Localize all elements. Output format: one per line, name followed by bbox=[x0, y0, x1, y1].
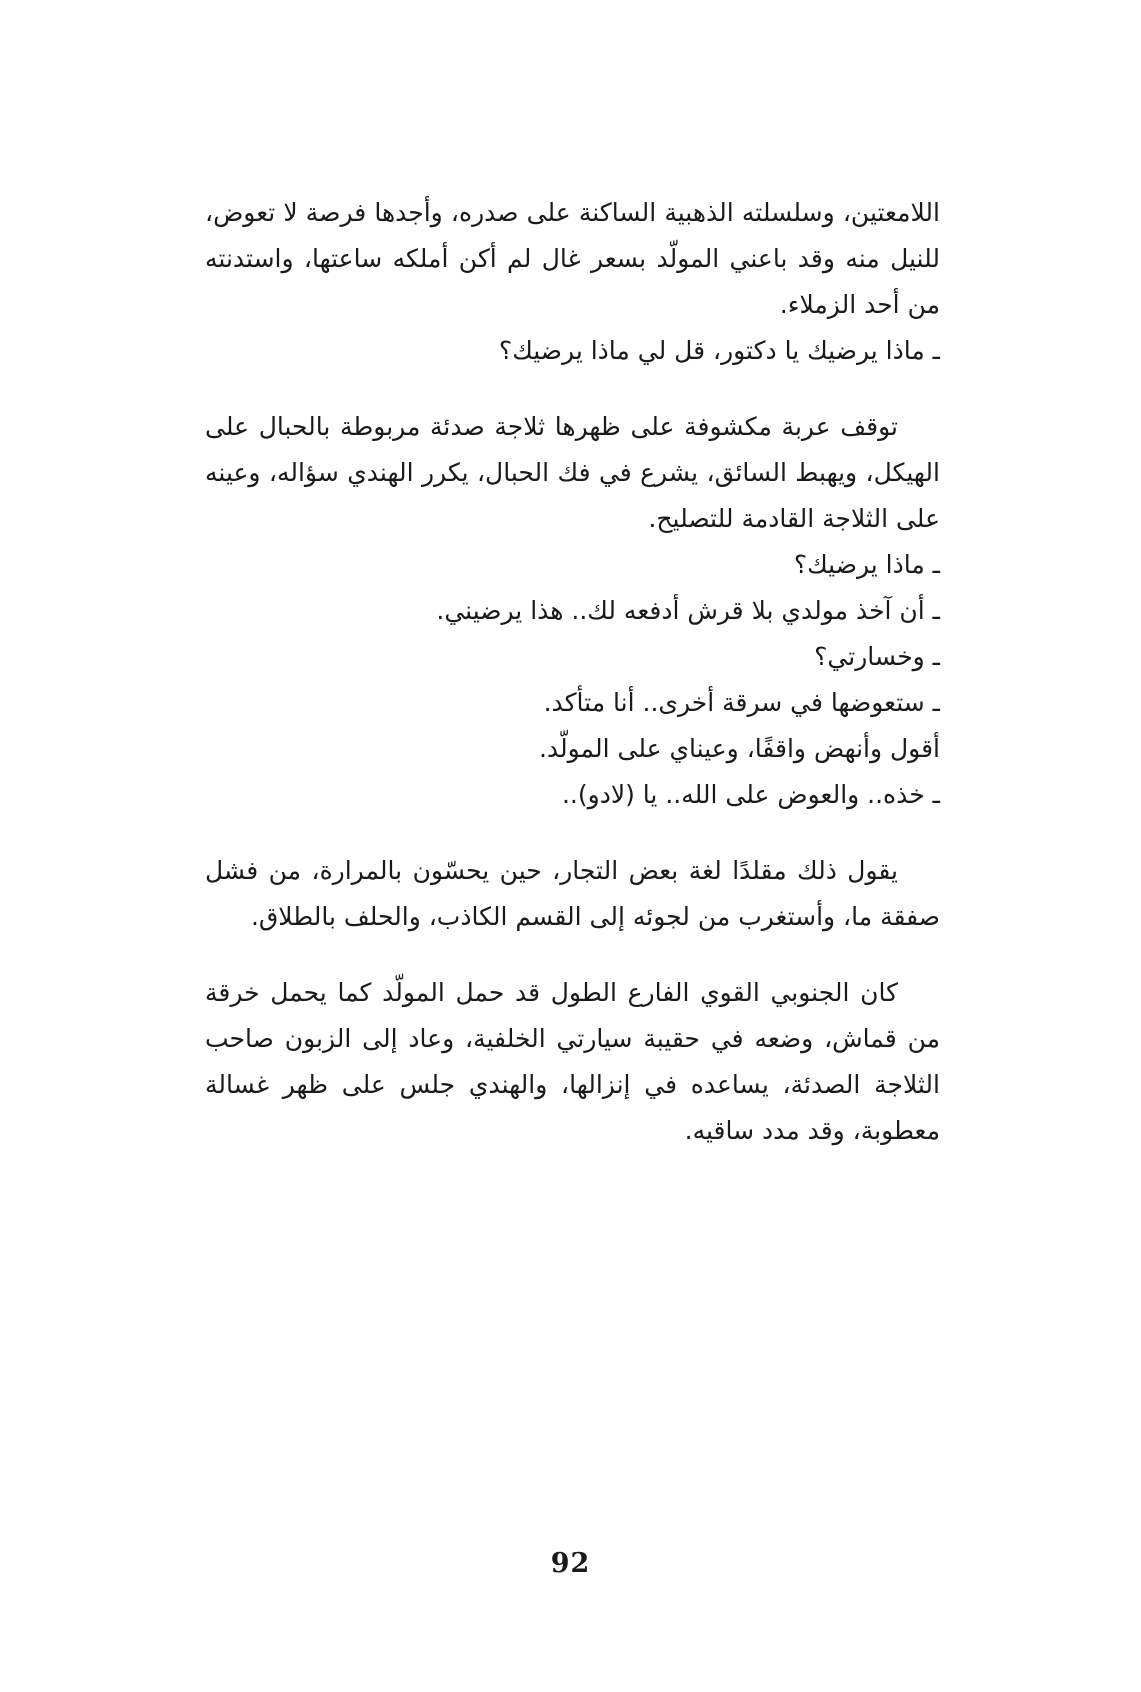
page-body bbox=[205, 190, 940, 1154]
narration-line: أقول وأنهض واقفًا، وعيناي على المولّد. bbox=[538, 734, 940, 763]
paragraph: توقف عربة مكشوفة على ظهرها ثلاجة صدئة مربوطة بالحبال على الهيكل، ويهبط السائق، يشرع في فك الحبال، يكرر الهندي سؤاله، وعينه على الثلاجة القادمة للتصليح. bbox=[205, 412, 940, 533]
dialog-line: ـ وخسارتي؟ bbox=[814, 642, 940, 671]
paragraph-continuation: اللامعتين، وسلسلته الذهبية الساكنة على صدره، وأجدها فرصة لا تعوض، للنيل منه وقد باعني المولّد بسعر غال لم أكن أملكه ساعتها، واستدنته من أحد الزملاء. bbox=[205, 198, 940, 319]
dialog-line: ـ ستعوضها في سرقة أخرى.. أنا متأكد. bbox=[543, 688, 940, 717]
page-number: 92 bbox=[550, 1548, 591, 1579]
paragraph: كان الجنوبي القوي الفارع الطول قد حمل المولّد كما يحمل خرقة من قماش، وضعه في حقيبة سيارتي الخلفية، وعاد إلى الزبون صاحب الثلاجة الصدئة، يساعده في إنزالها، والهندي جلس على ظهر غسالة معطوبة، وقد مدد ساقيه. bbox=[205, 978, 940, 1145]
dialog-line: ـ ماذا يرضيك؟ bbox=[793, 550, 940, 579]
dialog-line: ـ أن آخذ مولدي بلا قرش أدفعه لك.. هذا يرضيني. bbox=[436, 596, 940, 625]
dialog-line: ـ ماذا يرضيك يا دكتور، قل لي ماذا يرضيك؟ bbox=[498, 336, 940, 365]
dialog-line: ـ خذه.. والعوض على الله.. يا (لادو).. bbox=[561, 780, 940, 809]
paragraph: يقول ذلك مقلدًا لغة بعض التجار، حين يحسّون بالمرارة، من فشل صفقة ما، وأستغرب من لجوئه إلى القسم الكاذب، والحلف بالطلاق. bbox=[205, 856, 940, 931]
